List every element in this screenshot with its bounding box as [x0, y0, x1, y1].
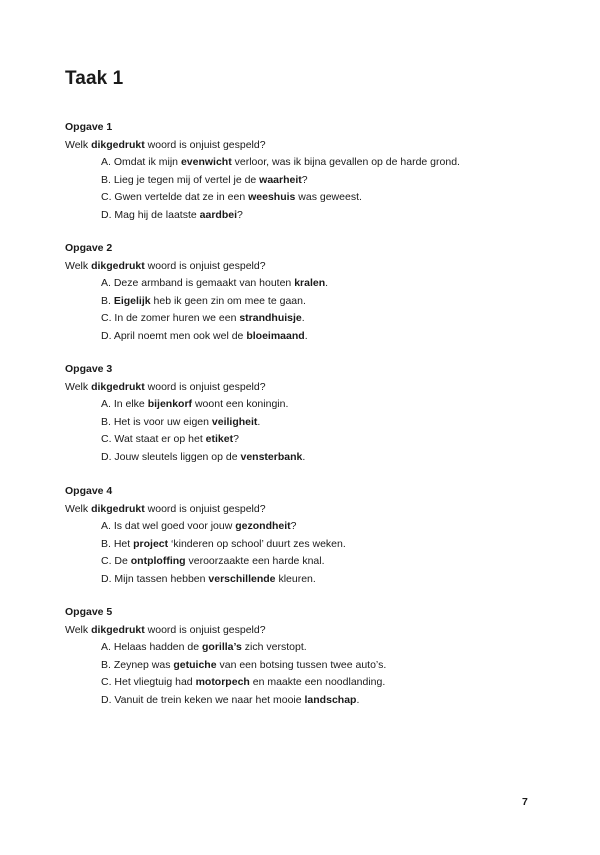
bold-target-word: vensterbank — [240, 450, 303, 463]
answer-option-b — [101, 536, 545, 554]
text-run: . — [356, 693, 360, 706]
text-run: woord is onjuist gespeld? — [144, 623, 266, 636]
text-run: veroorzaakte een harde knal. — [185, 555, 325, 567]
text-run: woord is onjuist gespeld? — [144, 380, 266, 393]
bold-target-word: evenwicht — [180, 156, 232, 168]
exercise-question — [65, 622, 545, 640]
answer-option-d — [101, 692, 545, 710]
exercise-question — [65, 379, 545, 397]
bold-target-word: bijenkorf — [147, 398, 193, 410]
bold-target-word: veiligheit — [211, 415, 258, 428]
text-run: woord is onjuist gespeld? — [144, 502, 266, 515]
bold-target-word: waarheit — [259, 173, 302, 186]
bold-target-word: bloeimaand — [246, 329, 305, 342]
page-title: Taak 1 — [65, 68, 124, 89]
answer-option-c — [101, 431, 545, 449]
text-run: zich verstopt. — [241, 641, 307, 653]
exercise-heading: Opgave 2 — [65, 242, 113, 254]
text-run: D. April noemt men ook wel de — [101, 329, 247, 342]
text-run: C. Wat staat er op het — [101, 433, 206, 445]
answer-options — [65, 518, 545, 588]
text-run: Welk — [65, 380, 92, 393]
text-run: ? — [237, 208, 243, 221]
answer-option-a — [101, 396, 545, 414]
bold-target-word: dikgedrukt — [91, 502, 145, 515]
bold-target-word: gezondheit — [235, 520, 291, 532]
bold-target-word: verschillende — [208, 572, 276, 585]
text-run: . — [257, 415, 261, 428]
bold-target-word: ontploffing — [130, 555, 186, 567]
answer-options — [65, 396, 545, 466]
answer-option-b — [101, 293, 545, 311]
exercise-5 — [65, 604, 545, 709]
text-run: A. Deze armband is gemaakt van houten — [101, 277, 295, 289]
answer-options — [65, 639, 545, 709]
text-run: kleuren. — [275, 572, 316, 585]
text-run: A. Omdat ik mijn — [101, 156, 181, 168]
answer-options — [65, 154, 545, 224]
text-run: en maakte een noodlanding. — [249, 676, 386, 688]
bold-target-word: landschap — [304, 693, 357, 706]
bold-target-word: getuiche — [173, 658, 217, 671]
answer-option-a — [101, 518, 545, 536]
text-run: was geweest. — [295, 191, 362, 203]
text-run: B. Het is voor uw eigen — [101, 415, 212, 428]
bold-target-word: weeshuis — [248, 191, 296, 203]
exercise-3 — [65, 361, 545, 466]
answer-option-c — [101, 310, 545, 328]
bold-target-word: motorpech — [195, 676, 250, 688]
text-run: B. Lieg je tegen mij of vertel je de — [101, 173, 260, 186]
text-run: heb ik geen zin om mee te gaan. — [150, 294, 306, 307]
answer-option-b — [101, 657, 545, 675]
bold-target-word: dikgedrukt — [91, 138, 145, 151]
text-run: A. Is dat wel goed voor jouw — [101, 520, 236, 532]
bold-target-word: etiket — [205, 433, 234, 445]
answer-option-a — [101, 639, 545, 657]
bold-target-word: aardbei — [199, 208, 237, 221]
text-run: D. Vanuit de trein keken we naar het mooie — [101, 693, 305, 706]
answer-option-d — [101, 328, 545, 346]
text-run: van een botsing tussen twee auto’s. — [216, 658, 387, 671]
text-run: Welk — [65, 138, 92, 151]
bold-target-word: dikgedrukt — [91, 623, 145, 636]
text-run: C. De — [101, 555, 131, 567]
text-run: B. Zeynep was — [101, 658, 174, 671]
exercise-heading: Opgave 1 — [65, 121, 113, 133]
exercise-question — [65, 137, 545, 155]
exercise-heading: Opgave 5 — [65, 606, 113, 618]
bold-target-word: dikgedrukt — [91, 259, 145, 272]
text-run: woord is onjuist gespeld? — [144, 259, 266, 272]
exercise-heading: Opgave 3 — [65, 363, 113, 375]
bold-target-word: strandhuisje — [239, 312, 302, 324]
answer-option-d — [101, 207, 545, 225]
text-run: ? — [290, 520, 297, 532]
text-run: . — [304, 329, 308, 342]
text-run: ‘kinderen op school’ duurt zes weken. — [168, 537, 346, 550]
text-run: Welk — [65, 502, 92, 515]
text-run: D. Mijn tassen hebben — [101, 572, 209, 585]
exercise-4 — [65, 483, 545, 588]
text-run: D. Mag hij de laatste — [101, 208, 200, 221]
text-run: A. In elke — [101, 398, 148, 410]
answer-option-c — [101, 553, 545, 571]
text-run: B. Het — [101, 537, 134, 550]
exercise-question — [65, 258, 545, 276]
bold-target-word: project — [133, 537, 169, 550]
answer-options — [65, 275, 545, 345]
exercise-question — [65, 501, 545, 519]
answer-option-c — [101, 674, 545, 692]
answer-option-d — [101, 571, 545, 589]
text-run: ? — [233, 433, 239, 445]
bold-target-word: Eigelijk — [113, 294, 151, 307]
bold-target-word: kralen — [294, 277, 326, 289]
text-run: . — [325, 277, 329, 289]
text-run: C. Gwen vertelde dat ze in een — [101, 191, 249, 203]
answer-option-c — [101, 189, 545, 207]
answer-option-b — [101, 414, 545, 432]
text-run: verloor, was ik bijna gevallen op de harde grond. — [231, 156, 460, 168]
text-run: . — [302, 450, 306, 463]
exercise-2 — [65, 240, 545, 345]
answer-option-d — [101, 449, 545, 467]
text-run: ? — [301, 173, 308, 186]
text-run: C. Het vliegtuig had — [101, 676, 196, 688]
answer-option-a — [101, 275, 545, 293]
bold-target-word: dikgedrukt — [91, 380, 145, 393]
exercise-heading: Opgave 4 — [65, 485, 113, 497]
text-run: Welk — [65, 623, 92, 636]
answer-option-a — [101, 154, 545, 172]
text-run: A. Helaas hadden de — [101, 641, 202, 653]
answer-option-b — [101, 172, 545, 190]
exercise-1 — [65, 119, 545, 224]
text-run: woord is onjuist gespeld? — [144, 138, 266, 151]
text-run: Welk — [65, 259, 92, 272]
bold-target-word: gorilla’s — [202, 641, 242, 653]
text-run: D. Jouw sleutels liggen op de — [101, 450, 241, 463]
page-number: 7 — [522, 796, 528, 808]
text-run: woont een koningin. — [192, 398, 289, 410]
text-run: C. In de zomer huren we een — [101, 312, 240, 324]
text-run: . — [301, 312, 305, 324]
text-run: B. — [101, 294, 114, 307]
